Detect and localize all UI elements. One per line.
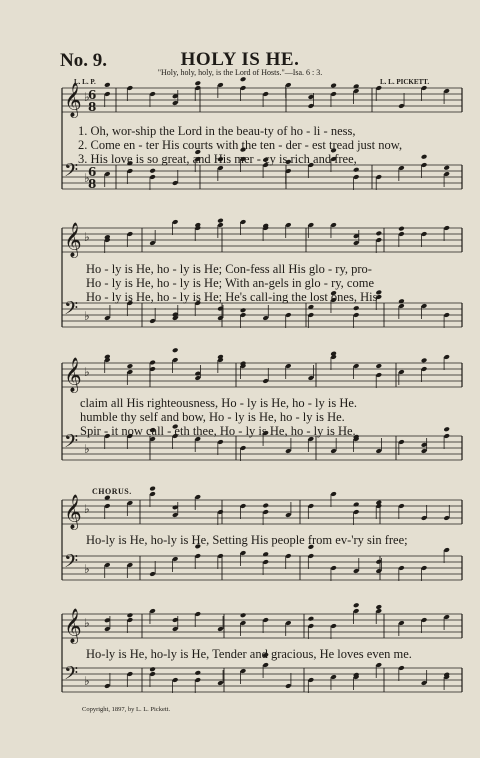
note-head bbox=[375, 230, 382, 236]
note-head bbox=[398, 226, 405, 232]
verse-1-line-2: Ho - ly is He, ho - ly is He; Con-fess all His glo - ry, pro- bbox=[86, 262, 372, 276]
note-head bbox=[308, 616, 315, 622]
key-signature-flat: ♭ bbox=[84, 562, 90, 577]
key-signature-flat: ♭ bbox=[84, 616, 90, 631]
key-signature-flat: ♭ bbox=[84, 171, 90, 186]
note-head bbox=[194, 670, 201, 676]
verse-3-line-3: Spir - it now call - eth thee, Ho - ly is He, ho - ly is He. bbox=[80, 424, 356, 438]
time-signature-digit: 6 bbox=[88, 165, 97, 179]
key-signature-flat: ♭ bbox=[84, 365, 90, 380]
key-signature-flat: ♭ bbox=[84, 309, 90, 324]
note-head bbox=[240, 76, 247, 82]
hymn-number: No. 9. bbox=[60, 50, 107, 71]
note-head bbox=[375, 604, 382, 610]
scripture-epigraph: "Holy, holy, holy, is the Lord of Hosts."—Isa. 6 : 3. bbox=[157, 68, 323, 77]
lyricist-credit: L. L. P. bbox=[74, 78, 96, 86]
treble-clef: 𝄞 bbox=[64, 222, 82, 258]
time-signature-digit: 8 bbox=[88, 177, 97, 191]
note-head bbox=[172, 347, 179, 353]
note-head bbox=[127, 612, 134, 618]
treble-clef: 𝄞 bbox=[64, 494, 82, 530]
key-signature-flat: ♭ bbox=[84, 230, 90, 245]
note-head bbox=[149, 486, 156, 492]
note-head bbox=[262, 503, 269, 509]
bass-clef: 𝄢 bbox=[64, 298, 79, 324]
verse-2-line-1: 2. Come en - ter His courts with the ten - der - est tread just now, bbox=[78, 138, 403, 152]
verse-2-line-2: Ho - ly is He, ho - ly is He; With an-gels in glo - ry, come bbox=[86, 276, 374, 290]
key-signature-flat: ♭ bbox=[84, 442, 90, 457]
note-head bbox=[127, 363, 134, 369]
time-signature-digit: 6 bbox=[88, 88, 97, 102]
bass-clef: 𝄢 bbox=[64, 663, 79, 689]
note-head bbox=[149, 666, 156, 672]
copyright-notice: Copyright, 1897, by L. L. Pickett. bbox=[82, 706, 171, 713]
key-signature-flat: ♭ bbox=[84, 674, 90, 689]
note-head bbox=[353, 305, 360, 311]
composer-credit: L. L. PICKETT. bbox=[380, 78, 430, 86]
verse-1-line-3: claim all His righteousness, Ho - ly is He, ho - ly is He. bbox=[80, 396, 358, 410]
note-head bbox=[375, 363, 382, 369]
verse-3-line-1: 3. His love is so great, and His mer - cy is rich and free, bbox=[78, 152, 357, 166]
verse-1-line-1: 1. Oh, wor-ship the Lord in the beau-ty of ho - li - ness, bbox=[78, 124, 356, 138]
note-head bbox=[104, 82, 111, 88]
bass-clef: 𝄢 bbox=[64, 431, 79, 457]
note-head bbox=[421, 358, 428, 364]
hymn-title: HOLY IS HE. bbox=[180, 49, 300, 70]
chorus-label: CHORUS. bbox=[92, 487, 132, 496]
treble-clef: 𝄞 bbox=[64, 608, 82, 644]
note-head bbox=[353, 502, 360, 508]
time-signature-digit: 8 bbox=[88, 100, 97, 114]
note-head bbox=[353, 167, 360, 173]
key-signature-flat: ♭ bbox=[84, 90, 90, 105]
chorus-line-1: Ho-ly is He, ho-ly is He, Setting His people from ev-'ry sin free; bbox=[86, 533, 408, 547]
bass-clef: 𝄢 bbox=[64, 551, 79, 577]
note-head bbox=[194, 80, 201, 86]
note-head bbox=[149, 168, 156, 174]
bass-clef: 𝄢 bbox=[64, 160, 79, 186]
verse-3-line-2: Ho - ly is He, ho - ly is He; He's call-ing the lost ones, His bbox=[86, 290, 378, 304]
key-signature-flat: ♭ bbox=[84, 502, 90, 517]
note-head bbox=[330, 83, 337, 89]
note-head bbox=[353, 602, 360, 608]
note-head bbox=[240, 612, 247, 618]
chorus-line-2: Ho-ly is He, ho-ly is He, Tender and gracious, He loves even me. bbox=[86, 647, 412, 661]
verse-2-line-3: humble thy self and bow, Ho - ly is He, ho - ly is He. bbox=[80, 410, 345, 424]
treble-clef: 𝄞 bbox=[64, 357, 82, 393]
note-head bbox=[217, 218, 224, 224]
treble-clef: 𝄞 bbox=[64, 82, 82, 118]
note-head bbox=[240, 307, 247, 313]
